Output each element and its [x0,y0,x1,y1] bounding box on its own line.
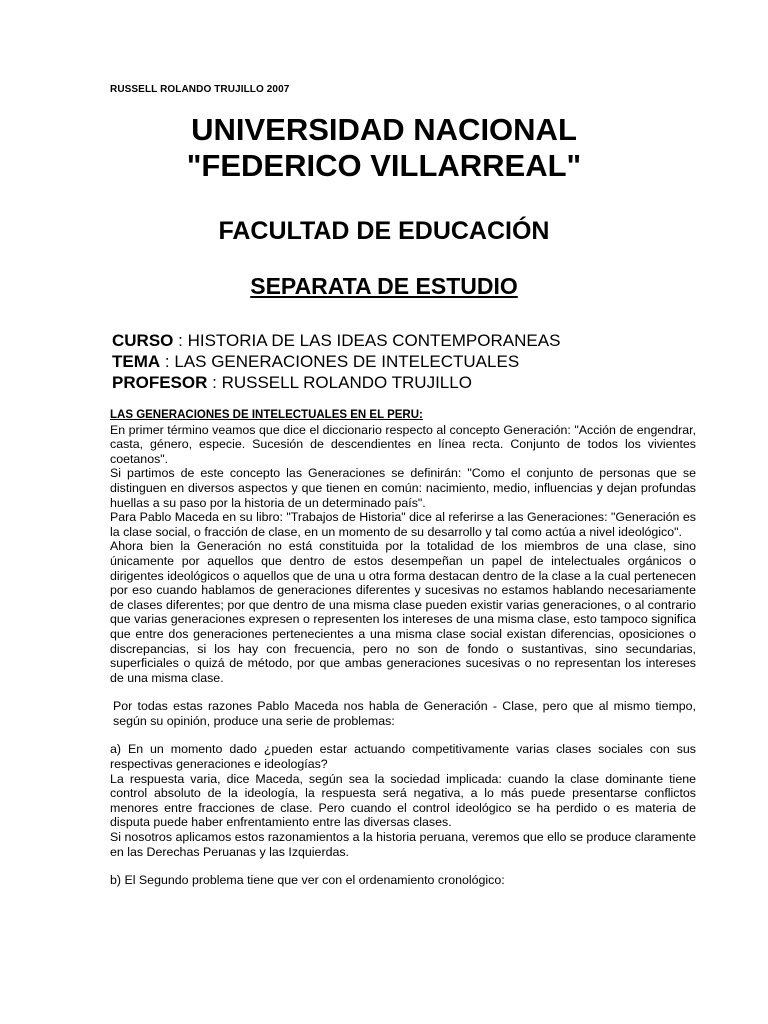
tema-value: : LAS GENERACIONES DE INTELECTUALES [160,352,520,371]
paragraph-definition: En primer término veamos que dice el diccionario respecto al concepto Generación: "Acción de engendrar, casta, género, especie. Sucesión de descendientes en línea recta. Conjunto de todos los vivientes coetanos". [110,422,696,466]
document-type-title: SEPARATA DE ESTUDIO [250,273,518,299]
paragraph-gap [110,859,696,873]
curso-value: : HISTORIA DE LAS IDEAS CONTEMPORANEAS [173,331,561,350]
paragraph-historia-peruana: Si nosotros aplicamos estos razonamientos a la historia peruana, veremos que ello se produce claramente en las Derechas Peruanas y las Izquierdas. [110,830,696,859]
course-meta [112,330,560,393]
university-name-line-2: "FEDERICO VILLARREAL" [186,148,582,183]
section-heading: LAS GENERACIONES DE INTELECTUALES EN EL PERU: [110,409,423,421]
meta-row-profesor [112,372,560,393]
tema-label: TEMA [112,352,161,371]
paragraph-problem-a: a) En un momento dado ¿pueden estar actuando competitivamente varias clases sociales con sus respectivas generaciones e ideologías? [110,742,696,772]
title-block [0,112,768,300]
curso-label: CURSO [112,331,174,350]
body-text [110,408,696,888]
profesor-label: PROFESOR [112,373,208,392]
paragraph-respuesta: La respuesta varia, dice Maceda, según sea la sociedad implicada: cuando la clase dominante tiene control absoluto de la ideología, la respuesta será negativa, a lo más puede presentarse conflictos menores entre fracciones de clase. Pero cuando el control ideológico se ha perdido o es materia de disputa puede haber enfrentamiento entre las diversas clases. [110,771,696,830]
author-year-line: RUSSELL ROLANDO TRUJILLO 2007 [110,84,290,95]
paragraph-gap [110,685,696,699]
paragraph-maceda-quote: Para Pablo Maceda en su libro: "Trabajos de Historia" dice al referirse a las Generaciones: "Generación es la clase social, o fracción de clase, en un momento de su desarrollo y tal como actúa a nivel ideológico". [110,510,696,539]
meta-row-tema [112,351,560,372]
faculty-title: FACULTAD DE EDUCACIÓN [218,217,550,245]
paragraph-generaciones: Si partimos de este concepto las Generaciones se definirán: "Como el conjunto de personas que se distinguen en diversos aspectos y que tienen en común: nacimiento, medio, influencias y dejan profundas huellas a su paso por la historia de un determinado país". [110,466,696,510]
profesor-value: : RUSSELL ROLANDO TRUJILLO [207,373,472,392]
paragraph-problem-b: b) El Segundo problema tiene que ver con el ordenamiento cronológico: [110,873,505,888]
meta-row-curso [112,330,560,351]
paragraph-clase: Ahora bien la Generación no está constituida por la totalidad de los miembros de una clase, sino únicamente por aquellos que dentro de estos desempeñan un papel de intelectuales orgánicos o dirigentes ideológicos o aquellos que de una u otra forma destacan dentro de la clase a la cual pertenecen por eso cuando hablamos de generaciones diferentes y sucesivas no estamos hablando necesariamente de clases diferentes; por que dentro de una misma clase pueden existir varias generaciones, o al contrario que varias generaciones expresen o representen los intereses de una misma clase, esto tampoco significa que entre dos generaciones pertenecientes a una misma clase social existan diferencias, oposiciones o discrepancias, si los hay con frecuencia, pero no son de fondo o sustantivas, sino secundarias, superficiales o quizá de método, por que ambas generaciones sucesivas o no representan los intereses de una misma clase. [110,539,696,685]
university-name-line-1: UNIVERSIDAD NACIONAL [191,112,577,147]
paragraph-problemas: Por todas estas razones Pablo Maceda nos habla de Generación - Clase, pero que al mismo tiempo, según su opinión, produce una serie de problemas: [113,699,696,728]
paragraph-gap [110,728,696,742]
